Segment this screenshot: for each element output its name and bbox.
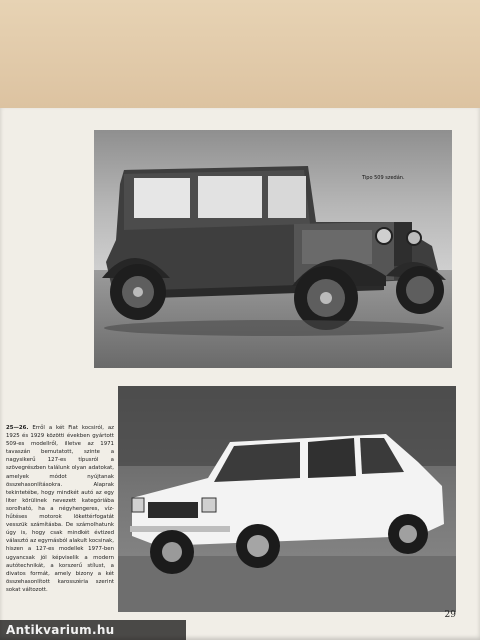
photo-top-caption: Tipo 509 szedán.	[362, 175, 405, 181]
page-number: 29	[444, 610, 456, 620]
page-top-background	[0, 0, 480, 112]
figure-caption-text: Erről a két Fiat kocsiról, az 1925 és 1929 közötti években gyártott 509-es modellről, illetve az 1971 tavaszán bemutatott, szinte a nagysikerű 127-es típusról a szövegrészben találunk olyan adatokat, amelyek módot nyújtanak összehasonlításokra. Alaprak tekintetébe, hogy mindkét autó az egy liter körülinek nevezett kategóriába sorolható, ha a négyhengeres, víz-hűtéses motorok lökettérfogatát vesszük számításba. De számolhatunk úgy is, hogy csak mindkét évtized választó az egymásból alakult kocsinak, hiszen a 127-es modellek 1977-ben ugyancsak jól képviselik a modern autótechnikát, a korszerű stílust, a divatos formát, amely bizony a két összehasonlított karosszéria szerint sokat változott.	[6, 425, 114, 593]
photo-fiat-509	[94, 130, 452, 368]
figure-number: 25—26.	[6, 425, 29, 431]
photo-fiat-127	[118, 386, 456, 612]
watermark: Antikvarium.hu	[0, 620, 186, 640]
figure-caption	[6, 424, 114, 594]
vintage-car-photo	[94, 130, 452, 368]
modern-car-photo	[118, 386, 456, 612]
